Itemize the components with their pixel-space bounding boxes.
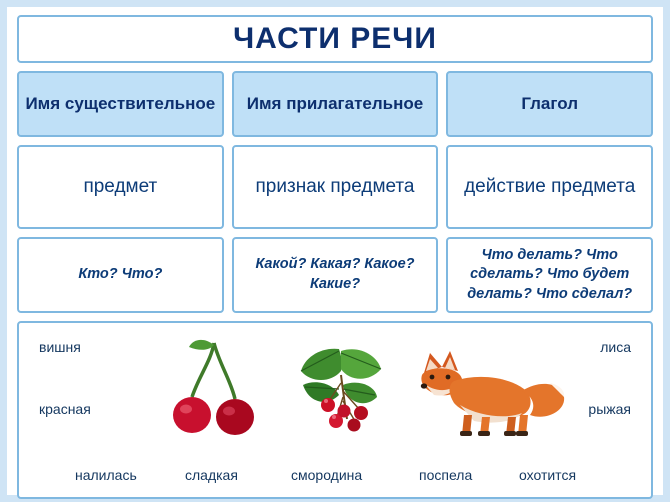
- column-adjective: [232, 71, 439, 313]
- example-word-pospela: поспела: [419, 467, 473, 483]
- example-word-lisa: лиса: [600, 339, 631, 355]
- column-questions-noun: Кто? Что?: [17, 237, 224, 313]
- example-word-smorodina: смородина: [291, 467, 363, 483]
- column-questions-adjective: Какой? Какая? Какое? Какие?: [232, 237, 439, 313]
- example-word-ohotitsya: охотится: [519, 467, 577, 483]
- examples-box: [17, 321, 653, 499]
- example-word-krasnaya: красная: [39, 401, 91, 417]
- column-header-adjective: Имя прилагательное: [232, 71, 439, 137]
- column-meaning-verb: действие предмета: [446, 145, 653, 229]
- columns-container: [17, 71, 653, 313]
- redcurrant-illustration: [281, 331, 401, 451]
- column-verb: [446, 71, 653, 313]
- column-noun: [17, 71, 224, 313]
- column-questions-verb: Что делать? Что сделать? Что будет делать? Что сделал?: [446, 237, 653, 313]
- column-header-verb: Глагол: [446, 71, 653, 137]
- column-header-noun: Имя существительное: [17, 71, 224, 137]
- title-box: [17, 15, 653, 63]
- cherry-illustration: [159, 331, 269, 451]
- example-word-vishnya: вишня: [39, 339, 81, 355]
- page-title: ЧАСТИ РЕЧИ: [233, 22, 437, 55]
- example-word-nalilas: налилась: [75, 467, 137, 483]
- column-meaning-adjective: признак предмета: [232, 145, 439, 229]
- example-word-ryzhaya: рыжая: [588, 401, 631, 417]
- column-meaning-noun: предмет: [17, 145, 224, 229]
- example-word-sladkaya: сладкая: [185, 467, 238, 483]
- fox-illustration: [404, 331, 569, 451]
